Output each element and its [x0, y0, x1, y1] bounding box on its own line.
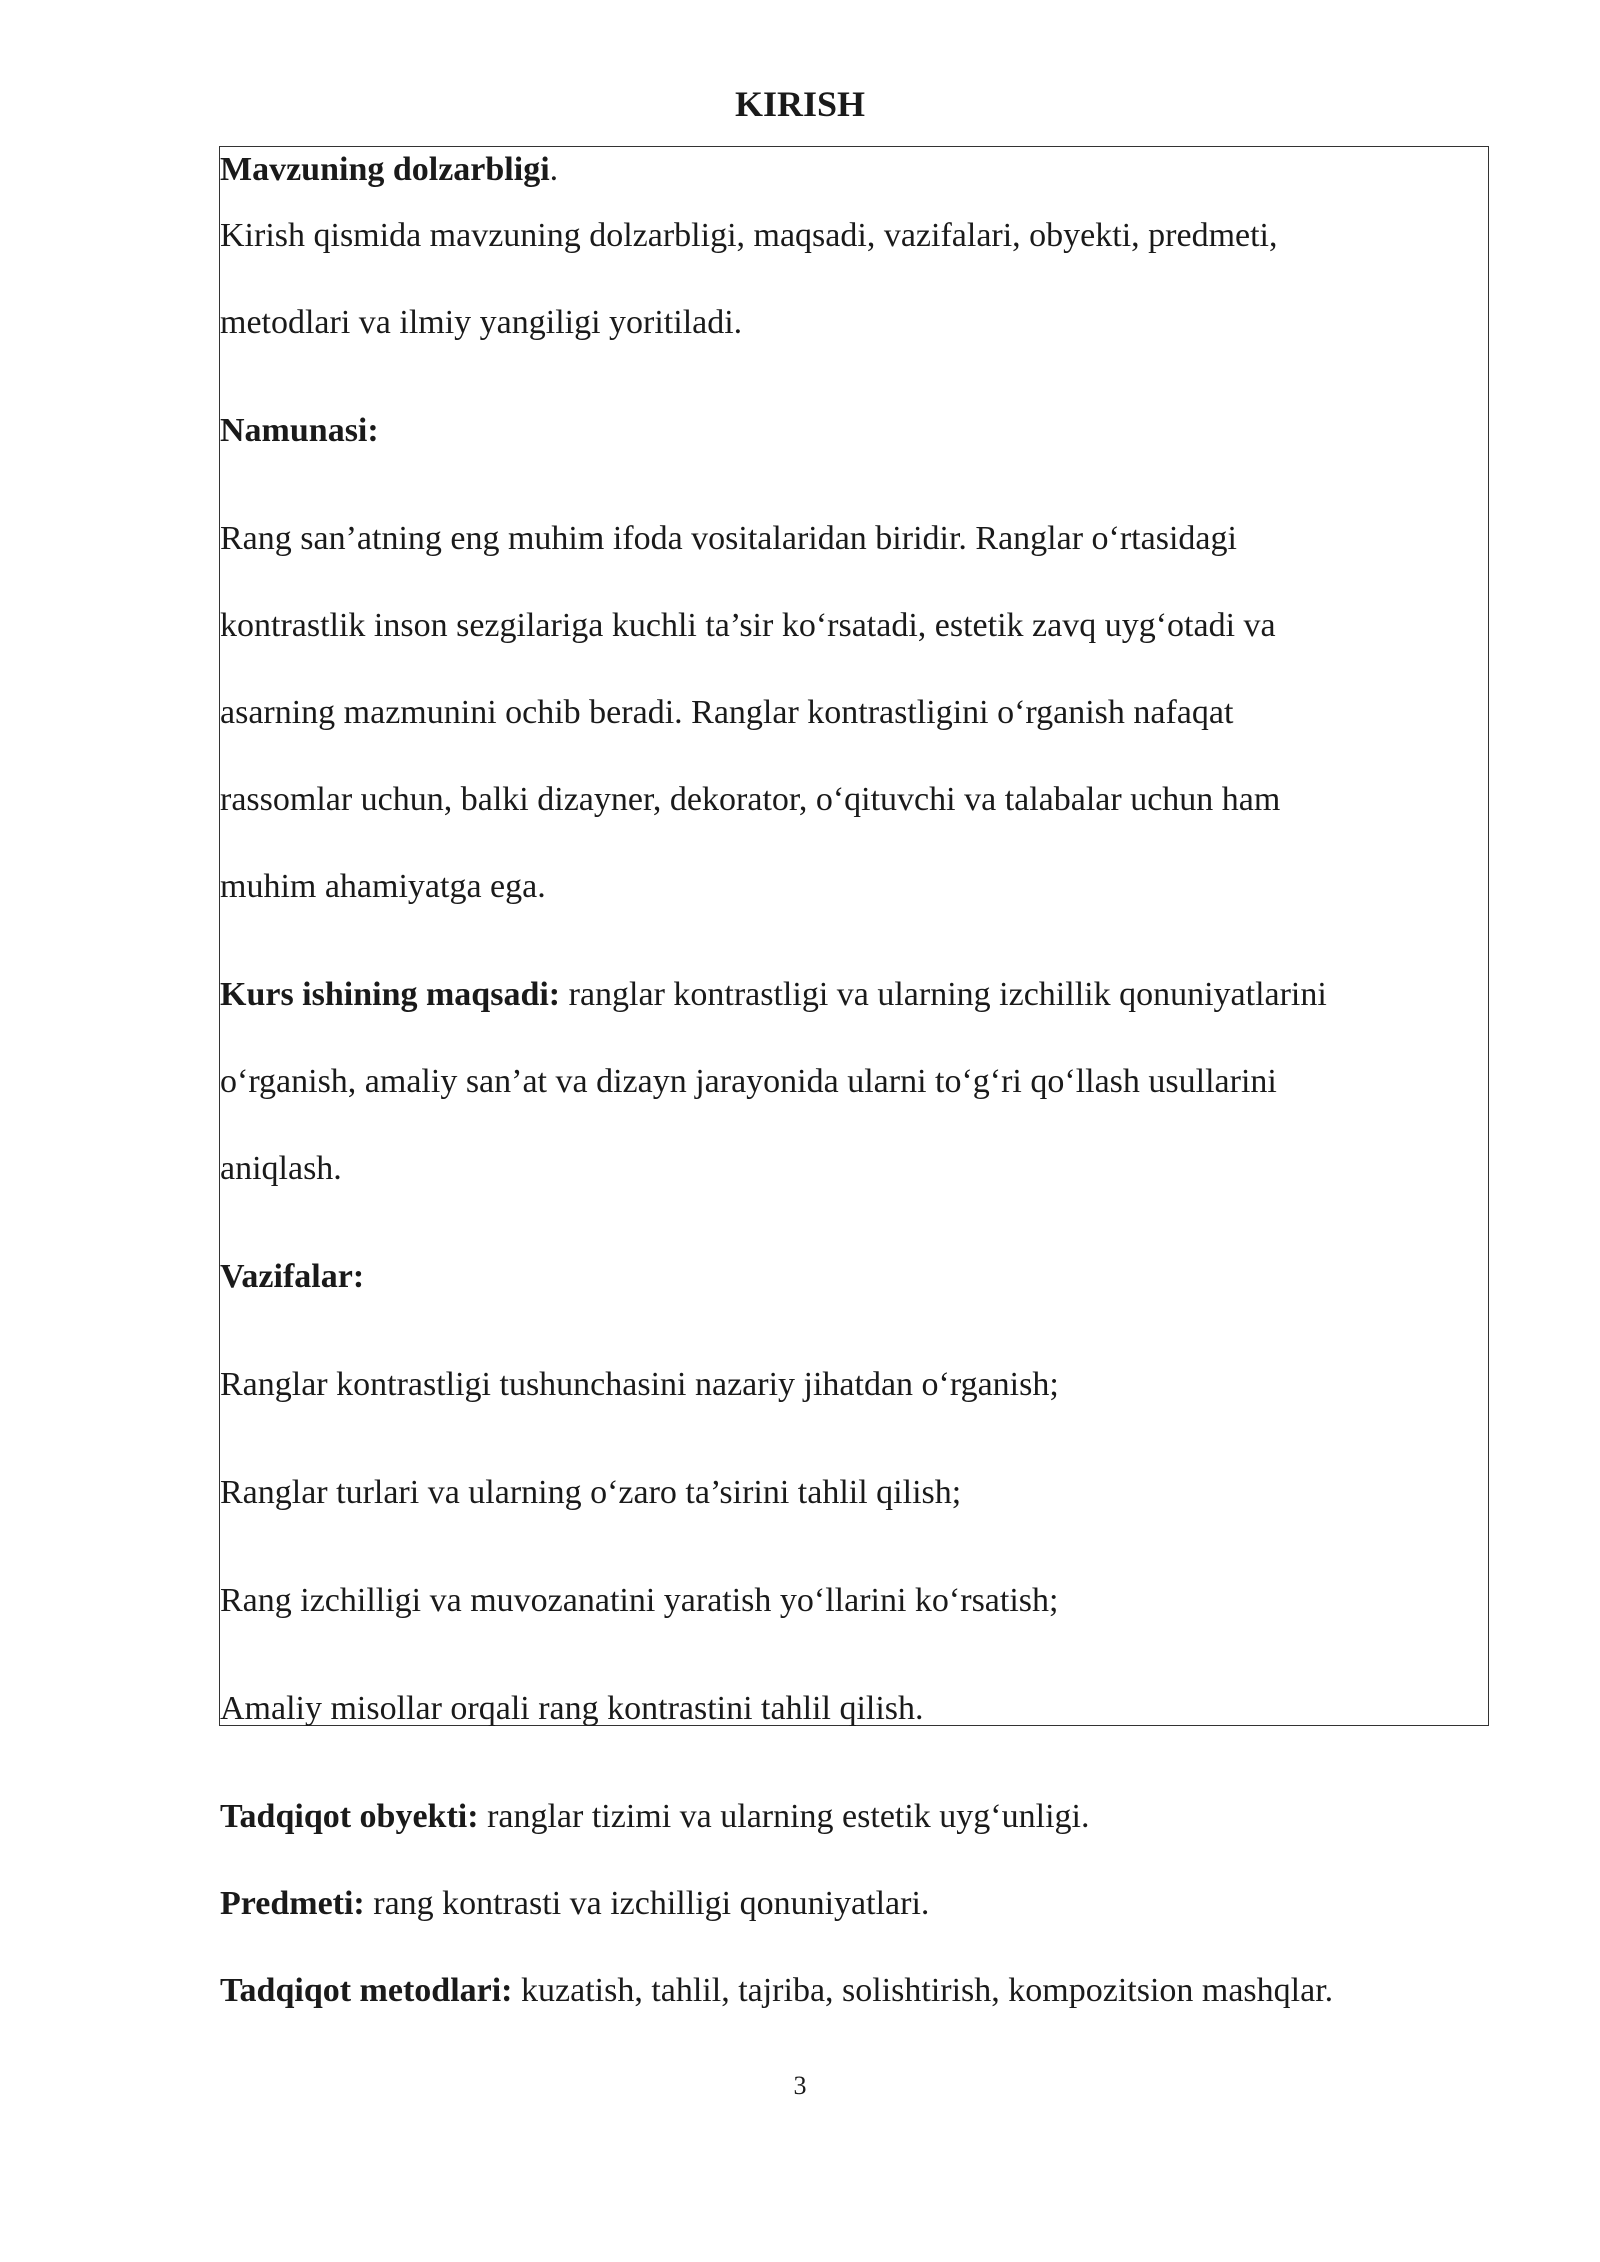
relevance-heading — [220, 148, 558, 192]
page-title: KIRISH — [734, 84, 866, 124]
research-subject-text: rang kontrasti va izchilligi qonuniyatlari. — [364, 1885, 930, 1922]
tasks-heading: Vazifalar: — [220, 1258, 365, 1295]
goal-label: Kurs ishining maqsadi: — [220, 976, 561, 1013]
sample-line-3: asarning mazmunini ochib beradi. Ranglar kontrastligini o‘rganish nafaqat — [220, 694, 1234, 731]
sample-heading: Namunasi: — [220, 412, 379, 449]
relevance-heading-text: Mavzuning dolzarbligi — [220, 151, 550, 188]
goal-line-2: o‘rganish, amaliy san’at va dizayn jarayonida ularni to‘g‘ri qo‘llash usullarini — [220, 1063, 1277, 1100]
sample-line-2: kontrastlik inson sezgilariga kuchli ta’sir ko‘rsatadi, estetik zavq uyg‘otadi va — [220, 607, 1276, 644]
research-object-line — [220, 1795, 1089, 1839]
relevance-heading-punct: . — [549, 151, 559, 188]
sample-line-1: Rang san’atning eng muhim ifoda vositalaridan biridir. Ranglar o‘rtasidagi — [220, 520, 1237, 557]
research-methods-text: kuzatish, tahlil, tajriba, solishtirish, kompozitsion mashqlar. — [512, 1972, 1334, 2009]
task-item-4: Amaliy misollar orqali rang kontrastini tahlil qilish. — [220, 1690, 924, 1727]
research-methods-line — [220, 1969, 1333, 2013]
task-item-1: Ranglar kontrastligi tushunchasini nazariy jihatdan o‘rganish; — [220, 1366, 1059, 1403]
sample-line-4: rassomlar uchun, balki dizayner, dekorator, o‘qituvchi va talabalar uchun ham — [220, 781, 1281, 818]
page-number: 3 — [793, 2071, 807, 2100]
goal-line-3: aniqlash. — [220, 1150, 342, 1187]
research-methods-label: Tadqiqot metodlari: — [220, 1972, 513, 2009]
intro-line-2: metodlari va ilmiy yangiligi yoritiladi. — [220, 304, 743, 341]
goal-text: ranglar kontrastligi va ularning izchillik qonuniyatlarini — [560, 976, 1327, 1013]
research-subject-line — [220, 1882, 929, 1926]
task-item-3: Rang izchilligi va muvozanatini yaratish yo‘llarini ko‘rsatish; — [220, 1582, 1059, 1619]
intro-line-1: Kirish qismida mavzuning dolzarbligi, maqsadi, vazifalari, obyekti, predmeti, — [220, 217, 1278, 254]
research-subject-label: Predmeti: — [220, 1885, 365, 1922]
goal-line-1 — [220, 973, 1327, 1017]
research-object-text: ranglar tizimi va ularning estetik uyg‘unligi. — [478, 1798, 1090, 1835]
task-item-2: Ranglar turlari va ularning o‘zaro ta’sirini tahlil qilish; — [220, 1474, 962, 1511]
research-object-label: Tadqiqot obyekti: — [220, 1798, 479, 1835]
sample-line-5: muhim ahamiyatga ega. — [220, 868, 546, 905]
